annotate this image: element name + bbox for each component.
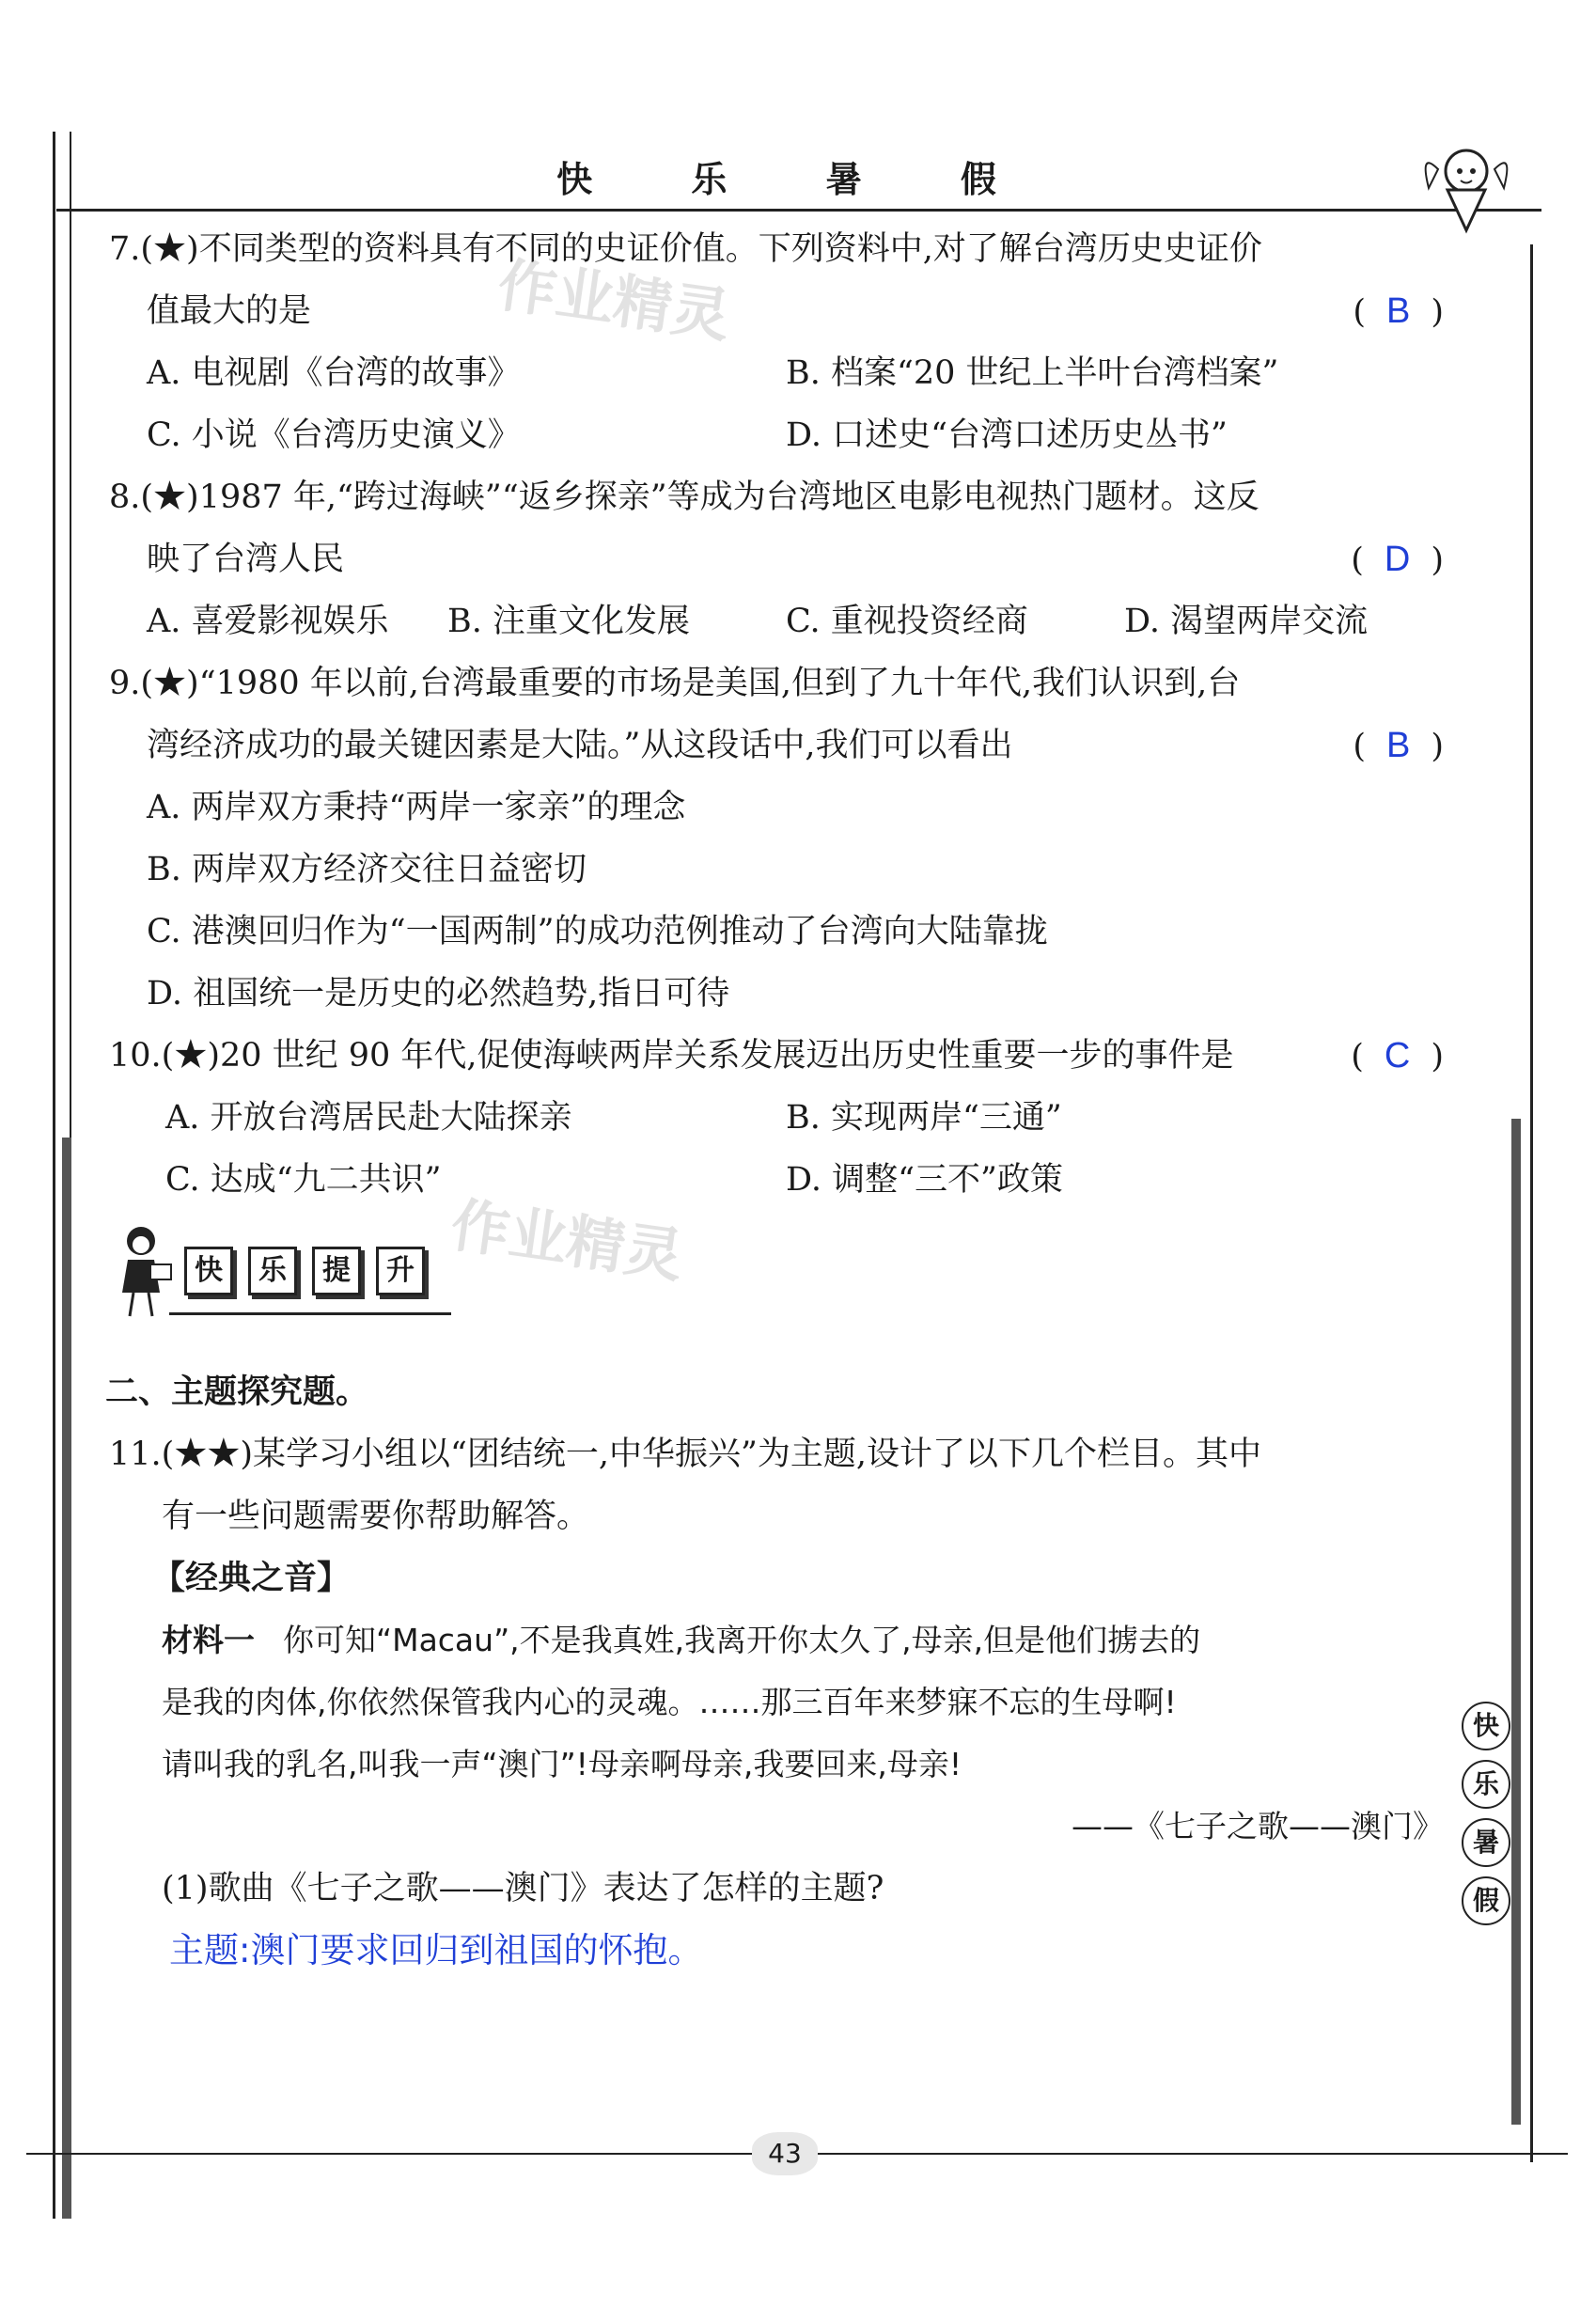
q9-stem-line2: 湾经济成功的最关键因素是大陆。”从这段话中,我们可以看出 ( B ) (109, 714, 1444, 777)
q9-option-b: B. 两岸双方经济交往日益密切 (147, 851, 587, 888)
q9-option-d: D. 祖国统一是历史的必然趋势,指日可待 (147, 975, 730, 1012)
q9-stem-line1: 9.(★)“1980 年以前,台湾最重要的市场是美国,但到了九十年代,我们认识到,台 (109, 665, 1241, 702)
q7-option-b: B. 档案“20 世纪上半叶台湾档案” (786, 354, 1279, 392)
q10-answer-bracket: ( C ) (1351, 1036, 1444, 1075)
side-tab-char: 乐 (1462, 1760, 1510, 1809)
q11-stem-line1: 11.(★★)某学习小组以“团结统一,中华振兴”为主题,设计了以下几个栏目。其中 (109, 1436, 1262, 1473)
q8-stem-line2: 映了台湾人民 ( D ) (109, 528, 1444, 590)
side-tab-char: 暑 (1462, 1818, 1510, 1867)
side-tab-char: 快 (1462, 1702, 1510, 1750)
q10-answer: C (1384, 1036, 1411, 1075)
banner-char: 提 (312, 1247, 361, 1295)
q7-stem-line2: 值最大的是 ( B ) (109, 280, 1444, 342)
right-border-outer (1530, 244, 1533, 2162)
q9-answer-bracket: ( B ) (1353, 726, 1444, 765)
material-label: 材料一 (162, 1622, 255, 1658)
watermark: 作业精灵 (446, 1190, 688, 1291)
q11-material-line3: 请叫我的乳名,叫我一声“澳门”!母亲啊母亲,我要回来,母亲! (162, 1746, 962, 1782)
section2-content (105, 1361, 1444, 1982)
q11-subquestion-1: (1)歌曲《七子之歌——澳门》表达了怎样的主题? (162, 1870, 884, 1907)
question-content (109, 218, 1444, 1211)
q10-options-row2 (109, 1149, 1444, 1211)
q11-answer-1: 主题:澳门要求回归到祖国的怀抱。 (169, 1930, 703, 1970)
banner-char: 升 (376, 1247, 425, 1295)
q10-options-row1 (109, 1087, 1444, 1149)
q11-subsection-title: 【经典之音】 (152, 1560, 351, 1597)
q8-answer: D (1384, 540, 1411, 579)
watermark: 作业精灵 (493, 250, 735, 351)
q9-option-a: A. 两岸双方秉持“两岸一家亲”的理念 (147, 789, 686, 826)
q10-option-a: A. 开放台湾居民赴大陆探亲 (165, 1099, 572, 1137)
q10-option-b: B. 实现两岸“三通” (786, 1099, 1062, 1137)
q11-material-source: ——《七子之歌——澳门》 (1072, 1808, 1444, 1844)
q7-answer-bracket: ( B ) (1353, 291, 1444, 331)
q8-option-c: C. 重视投资经商 (786, 603, 1028, 640)
page-number: 43 (752, 2132, 818, 2175)
q11-stem-line2: 有一些问题需要你帮助解答。 (162, 1498, 590, 1535)
q7-options-row2 (109, 404, 1444, 466)
q9-answer: B (1385, 726, 1411, 765)
q8-option-a: A. 喜爱影视娱乐 (147, 603, 389, 640)
right-border-thick (1511, 1119, 1521, 2125)
q7-option-a: A. 电视剧《台湾的故事》 (147, 354, 521, 392)
q7-options-row1 (109, 342, 1444, 404)
q7-option-c: C. 小说《台湾历史演义》 (147, 416, 521, 454)
q10-option-d: D. 调整“三不”政策 (786, 1161, 1063, 1199)
q11-material-line1: 材料一 你可知“Macau”,不是我真姓,我离开你太久了,母亲,但是他们掳去的 (162, 1622, 1201, 1658)
left-border-thick (62, 1138, 71, 2219)
side-tab-char: 假 (1462, 1876, 1510, 1925)
q7-answer: B (1385, 291, 1411, 331)
q7-stem-line1: 7.(★)不同类型的资料具有不同的史证价值。下列资料中,对了解台湾历史史证价 (109, 230, 1262, 268)
q9-option-c: C. 港澳回归作为“一国两制”的成功范例推动了台湾向大陆靠拢 (147, 913, 1048, 950)
girl-reading-icon (113, 1222, 179, 1326)
section2-title: 二、主题探究题。 (105, 1373, 369, 1411)
q11-material-line2: 是我的肉体,你依然保管我内心的灵魂。……那三百年来梦寐不忘的生母啊! (162, 1684, 1177, 1720)
left-border-outer (53, 132, 55, 2219)
header-rule (56, 209, 1541, 212)
q8-options-row (109, 590, 1444, 652)
q8-answer-bracket: ( D ) (1351, 540, 1444, 579)
q10-option-c: C. 达成“九二共识” (165, 1161, 442, 1199)
banner-char: 乐 (248, 1247, 297, 1295)
banner-char: 快 (184, 1247, 233, 1295)
q10-stem-line1: 10.(★)20 世纪 90 年代,促使海峡两岸关系发展迈出历史性重要一步的事件是 ( C ) (109, 1025, 1444, 1087)
left-border-inner (70, 132, 71, 1138)
q8-stem-line1: 8.(★)1987 年,“跨过海峡”“返乡探亲”等成为台湾地区电影电视热门题材。这反 (109, 479, 1260, 516)
q8-option-b: B. 注重文化发展 (447, 603, 690, 640)
banner-underline (169, 1312, 451, 1315)
q7-option-d: D. 口述史“台湾口述历史丛书” (786, 416, 1228, 454)
q8-option-d: D. 渴望两岸交流 (1124, 603, 1369, 640)
page-header-title: 快 乐 暑 假 (556, 159, 1040, 200)
section-banner (113, 1222, 451, 1326)
